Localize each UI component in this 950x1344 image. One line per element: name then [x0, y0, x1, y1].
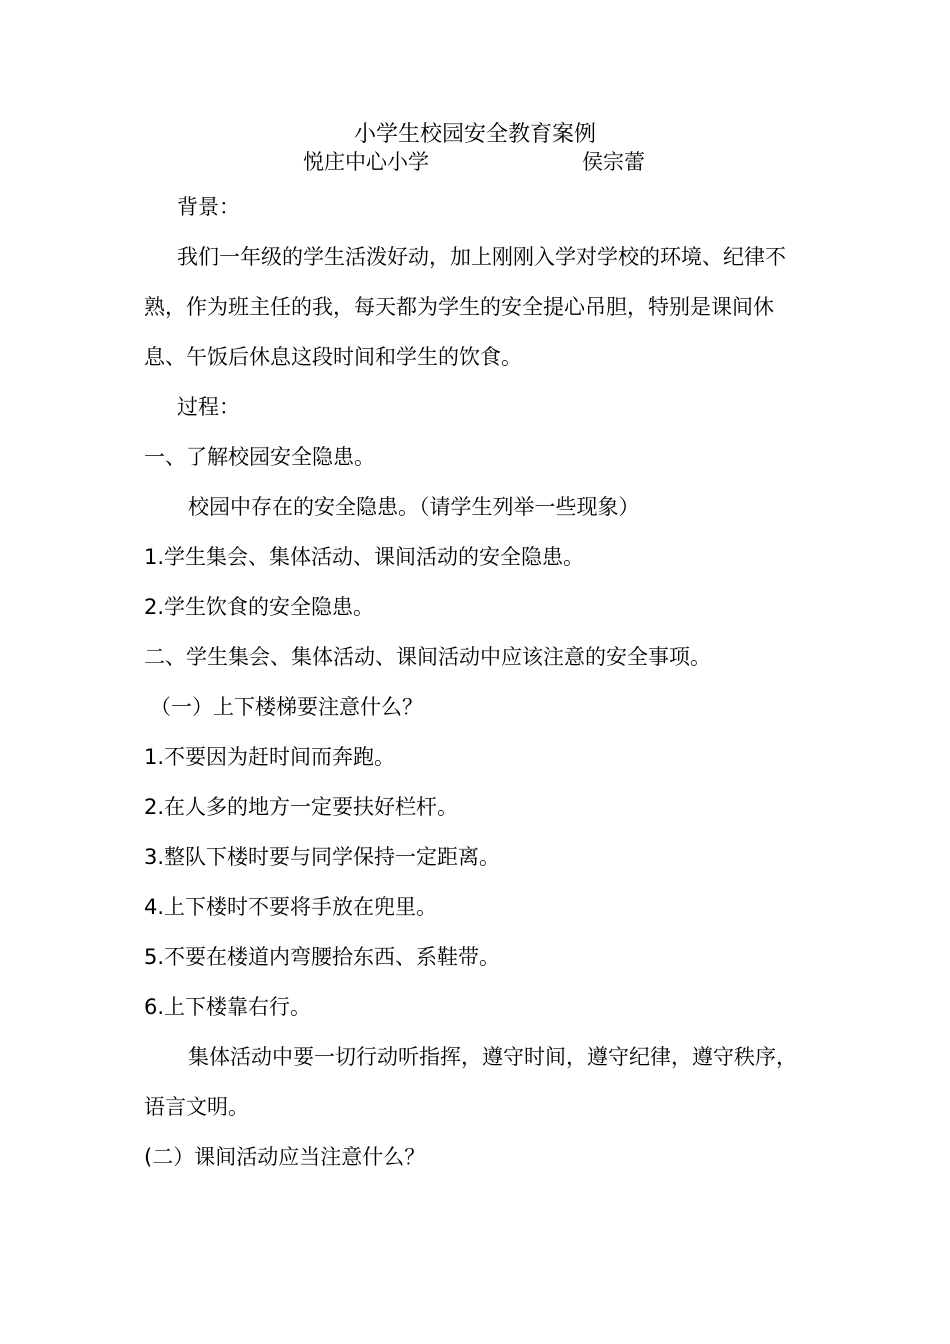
- heading-part-two: 二、学生集会、集体活动、课间活动中应该注意的安全事项。: [144, 645, 711, 669]
- subheading-stairs: （一）上下楼梯要注意什么？: [150, 695, 423, 719]
- list-item: 2.学生饮食的安全隐患。: [144, 595, 375, 619]
- list-item: 6.上下楼靠右行。: [144, 995, 312, 1019]
- section-label-background: 背景：: [177, 195, 240, 219]
- paragraph-group-activity: 集体活动中要一切行动听指挥，遵守时间，遵守纪律，遵守秩序，语言文明。: [144, 1045, 797, 1119]
- paragraph-hazards-intro: 校园中存在的安全隐患。（请学生列举一些现象）: [188, 495, 640, 519]
- section-label-process: 过程：: [177, 395, 240, 419]
- heading-part-one: 一、了解校园安全隐患。: [144, 445, 375, 469]
- school-name: 悦庄中心小学: [303, 150, 429, 174]
- list-item: 2.在人多的地方一定要扶好栏杆。: [144, 795, 459, 819]
- list-item: 5.不要在楼道内弯腰拾东西、系鞋带。: [144, 945, 501, 969]
- document-body: [144, 182, 814, 1182]
- list-item: 1.学生集会、集体活动、课间活动的安全隐患。: [144, 545, 585, 569]
- document-title: 小学生校园安全教育案例: [353, 122, 596, 147]
- list-item: 3.整队下楼时要与同学保持一定距离。: [144, 845, 501, 869]
- subheading-recess: (二）课间活动应当注意什么？: [144, 1145, 426, 1169]
- list-item: 1.不要因为赶时间而奔跑。: [144, 745, 396, 769]
- list-item: 4.上下楼时不要将手放在兜里。: [144, 895, 438, 919]
- author-name: 侯宗蕾: [582, 150, 645, 174]
- background-paragraph: 我们一年级的学生活泼好动，加上刚刚入学对学校的环境、纪律不熟，作为班主任的我，每天都为学生的安全提心吊胆，特别是课间休息、午饭后休息这段时间和学生的饮食。: [144, 245, 786, 369]
